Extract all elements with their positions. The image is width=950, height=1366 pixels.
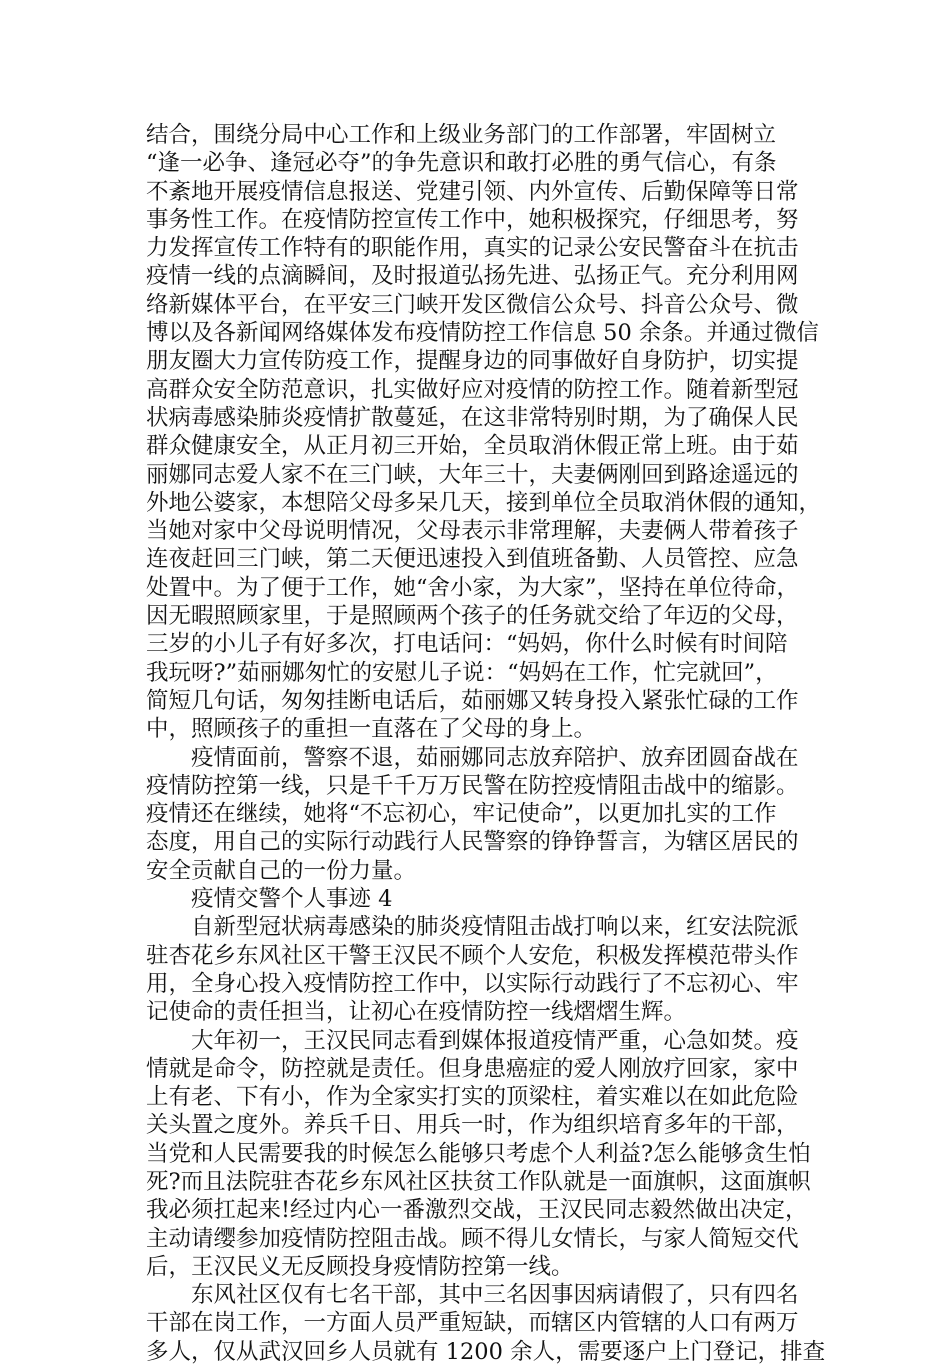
text-line: 事务性工作。在疫情防控宣传工作中，她积极探究，仔细思考，努: [146, 206, 799, 233]
text-line: 多人，仅从武汉回乡人员就有 1200 余人，需要逐户上门登记，排查: [146, 1338, 826, 1365]
text-line: 疫情交警个人事迹 4: [191, 886, 393, 913]
text-line: 上有老、下有小，作为全家实打实的顶梁柱，着实难以在如此危险: [146, 1084, 799, 1111]
text-line: 当她对家中父母说明情况，父母表示非常理解，夫妻俩人带着孩子: [146, 518, 799, 545]
text-line: 驻杏花乡东风社区干警王汉民不顾个人安危，积极发挥模范带头作: [146, 942, 799, 969]
text-line: 当党和人民需要我的时候怎么能够只考虑个人利益?怎么能够贪生怕: [146, 1140, 811, 1167]
text-line: 疫情还在继续，她将“不忘初心，牢记使命”，以更加扎实的工作: [146, 801, 777, 828]
text-line: 丽娜同志爱人家不在三门峡，大年三十，夫妻俩刚回到路途遥远的: [146, 461, 799, 488]
text-line: 记使命的责任担当，让初心在疫情防控一线熠熠生辉。: [146, 999, 687, 1026]
text-line: 络新媒体平台，在平安三门峡开发区微信公众号、抖音公众号、微: [146, 291, 799, 318]
text-line: 朋友圈大力宣传防疫工作，提醒身边的同事做好自身防护，切实提: [146, 348, 799, 375]
text-line: 态度，用自己的实际行动践行人民警察的铮铮誓言，为辖区居民的: [146, 829, 799, 856]
text-line: 处置中。为了便于工作，她“舍小家，为大家”，坚持在单位待命，: [146, 574, 800, 601]
text-line: “逢一必争、逢冠必夺”的争先意识和敢打必胜的勇气信心，有条: [146, 150, 777, 177]
text-line: 连夜赶回三门峡，第二天便迅速投入到值班备勤、人员管控、应急: [146, 546, 799, 573]
text-line: 用，全身心投入疫情防控工作中，以实际行动践行了不忘初心、牢: [146, 970, 799, 997]
text-line: 我必须扛起来!经过内心一番激烈交战，王汉民同志毅然做出决定，: [146, 1197, 808, 1224]
text-line: 死?而且法院驻杏花乡东风社区扶贫工作队就是一面旗帜，这面旗帜: [146, 1168, 811, 1195]
text-line: 我玩呀?”茹丽娜匆忙的安慰儿子说：“妈妈在工作，忙完就回”，: [146, 659, 778, 686]
text-line: 外地公婆家，本想陪父母多呆几天，接到单位全员取消休假的通知，: [146, 489, 822, 516]
text-line: 后，王汉民义无反顾投身疫情防控第一线。: [146, 1253, 574, 1280]
text-line: 群众健康安全，从正月初三开始，全员取消休假正常上班。由于茹: [146, 433, 799, 460]
text-line: 安全贡献自己的一份力量。: [146, 857, 417, 884]
text-line: 大年初一，王汉民同志看到媒体报道疫情严重，心急如焚。疫: [191, 1027, 799, 1054]
text-line: 因无暇照顾家里，于是照顾两个孩子的任务就交给了年迈的父母，: [146, 603, 799, 630]
text-line: 疫情面前，警察不退，茹丽娜同志放弃陪护、放弃团圆奋战在: [191, 744, 799, 771]
text-line: 情就是命令，防控就是责任。但身患癌症的爱人刚放疗回家，家中: [146, 1055, 799, 1082]
text-line: 自新型冠状病毒感染的肺炎疫情阻击战打响以来，红安法院派: [191, 914, 799, 941]
text-line: 简短几句话，匆匆挂断电话后，茹丽娜又转身投入紧张忙碌的工作: [146, 687, 799, 714]
text-line: 疫情防控第一线，只是千千万万民警在防控疫情阻击战中的缩影。: [146, 772, 799, 799]
text-line: 结合，围绕分局中心工作和上级业务部门的工作部署，牢固树立: [146, 122, 777, 148]
text-line: 干部在岗工作，一方面人员严重短缺，而辖区内管辖的人口有两万: [146, 1310, 799, 1337]
text-line: 三岁的小儿子有好多次，打电话问：“妈妈，你什么时候有时间陪: [146, 631, 788, 658]
text-line: 主动请缨参加疫情防控阻击战。顾不得儿女情长，与家人简短交代: [146, 1225, 799, 1252]
text-line: 东风社区仅有七名干部，其中三名因事因病请假了，只有四名: [191, 1282, 799, 1309]
text-line: 力发挥宣传工作特有的职能作用，真实的记录公安民警奋斗在抗击: [146, 235, 799, 262]
text-line: 中，照顾孩子的重担一直落在了父母的身上。: [146, 716, 597, 743]
document-body-text: [146, 121, 826, 1366]
text-line: 博以及各新闻网络媒体发布疫情防控工作信息 50 余条。并通过微信: [146, 320, 819, 347]
text-line: 不紊地开展疫情信息报送、党建引领、内外宣传、后勤保障等日常: [146, 178, 799, 205]
text-line: 关头置之度外。养兵千日、用兵一时，作为组织培育多年的干部，: [146, 1112, 799, 1139]
text-line: 疫情一线的点滴瞬间，及时报道弘扬先进、弘扬正气。充分利用网: [146, 263, 799, 290]
text-line: 高群众安全防范意识，扎实做好应对疫情的防控工作。随着新型冠: [146, 376, 799, 403]
text-line: 状病毒感染肺炎疫情扩散蔓延，在这非常特别时期，为了确保人民: [146, 404, 799, 431]
